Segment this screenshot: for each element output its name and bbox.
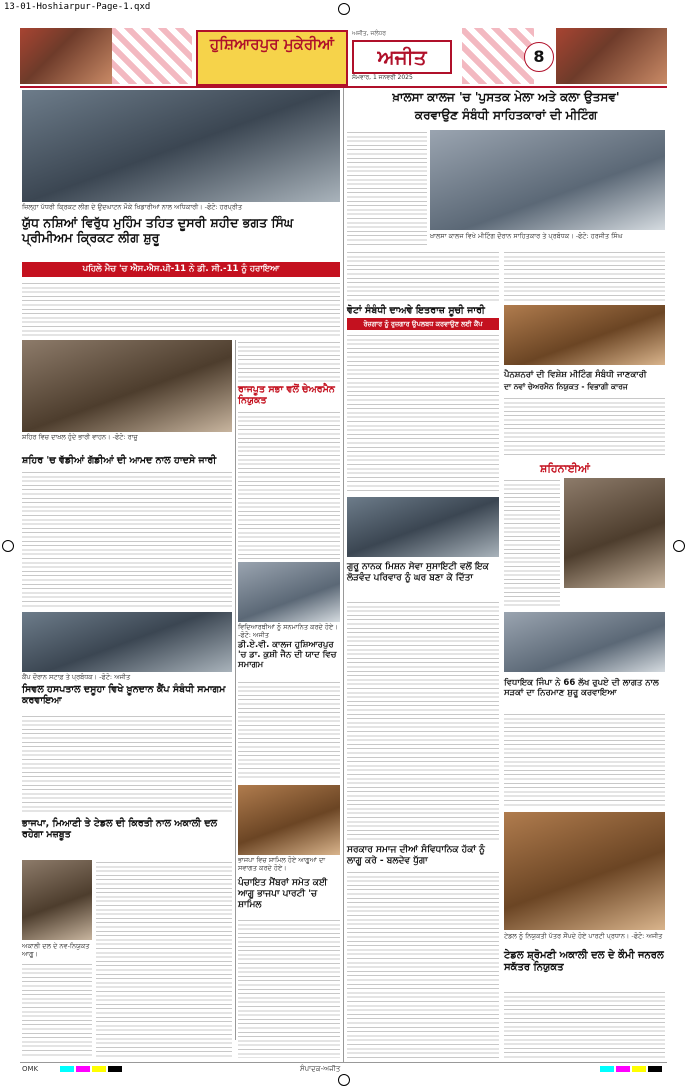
article-body: [22, 962, 92, 1058]
headline: ਸਿਵਲ ਹਸਪਤਾਲ ਦਸੂਹਾ ਵਿਖੇ ਖ਼ੂਨਦਾਨ ਕੈਂਪ ਸੰਬੰਧੀ ਸਮਾਗਮ ਕਰਵਾਇਆ: [22, 684, 226, 707]
footer-rule: [20, 1062, 667, 1063]
masthead-pattern: [112, 28, 192, 84]
headline: ਗੁਰੂ ਨਾਨਕ ਮਿਸ਼ਨ ਸੇਵਾ ਸੁਸਾਇਟੀ ਵਲੋਂ ਇਕ ਲੋੜਵੰਦ ਪਰਿਵਾਰ ਨੂੰ ਘਰ ਬਣਾ ਕੇ ਦਿੱਤਾ: [347, 562, 489, 583]
headline: ਕਰਵਾਉਣ ਸੰਬੰਧੀ ਸਾਹਿਤਕਾਰਾਂ ਦੀ ਮੀਟਿੰਗ: [414, 108, 598, 122]
headline: ਪੈਨਸ਼ਨਰਾਂ ਦੀ ਵਿਸ਼ੇਸ਼ ਮੀਟਿੰਗ ਸੰਬੰਧੀ ਜਾਣਕਾਰੀ: [504, 370, 647, 380]
article-body: [347, 130, 427, 246]
dav-college-photo: [238, 562, 340, 622]
photo-caption: ਟੇਡਲ ਨੂੰ ਨਿਯੁਕਤੀ ਪੱਤਰ ਸੌਂਪਦੇ ਹੋਏ ਪਾਰਟੀ ਪ੍ਰਧਾਨ। -ਫੋਟੋ: ਅਜੀਤ: [504, 932, 663, 940]
article-body: [238, 918, 340, 1058]
bjp-event-photo: [238, 785, 340, 855]
color-swatch: [600, 1066, 614, 1072]
footer-left: OMK: [22, 1065, 39, 1073]
cricket-league-photo: [22, 90, 340, 202]
article-body: [504, 250, 665, 302]
photo-caption: ਕੈਂਪ ਦੌਰਾਨ ਸਟਾਫ਼ ਤੇ ਪ੍ਰਬੰਧਕ। -ਫੋਟੋ: ਅਜੀਤ: [22, 673, 131, 681]
masthead-paper-name: ਅਜੀਤ: [352, 40, 452, 74]
registration-mark-icon: [2, 540, 14, 552]
article-body: [238, 340, 340, 382]
file-slug: 13-01-Hoshiarpur-Page-1.qxd: [4, 2, 151, 12]
kicker-banner: ਰੋਜ਼ਗਾਰ ਨੂੰ ਰੁਜ਼ਗਾਰ ਉਪਲਬਧ ਕਰਵਾਉਣ ਲਈ ਕੈਂਪ: [347, 318, 499, 330]
headline: ਸਰਕਾਰ ਸਮਾਜ ਦੀਆਂ ਸੰਵਿਧਾਨਿਕ ਹੱਕਾਂ ਨੂੰ ਲਾਗੂ ਕਰੇ - ਬਲਦੇਵ ਧੁੱਗਾ: [347, 845, 485, 866]
headline: ਸ਼ਹਿਰ 'ਚ ਵੱਡੀਆਂ ਗੱਡੀਆਂ ਦੀ ਆਮਦ ਨਾਲ ਹਾਦਸੇ ਜਾਰੀ: [22, 455, 217, 466]
footer-center: ਸੰਪਾਦਕ-ਅਜੀਤ: [300, 1065, 341, 1073]
photo-caption: ਖ਼ਾਲਸਾ ਕਾਲਜ ਵਿਖੇ ਮੀਟਿੰਗ ਦੌਰਾਨ ਸਾਹਿਤਕਾਰ ਤੇ ਪ੍ਰਬੰਧਕ। -ਫੋਟੋ: ਹਰਜੀਤ ਸਿੰਘ: [430, 232, 623, 240]
pensioners-photo: [504, 305, 665, 365]
photo-caption: ਸ਼ਹਿਰ ਵਿਚ ਦਾਖ਼ਲ ਹੁੰਦੇ ਭਾਰੀ ਵਾਹਨ। -ਫੋਟੋ: ਰਾਜੂ: [22, 433, 138, 441]
masthead-left-photo: [20, 28, 112, 84]
headline: ਵਿਧਾਇਕ ਜਿੰਪਾ ਨੇ 66 ਲੱਖ ਰੁਪਏ ਦੀ ਲਾਗਤ ਨਾਲ ਸੜਕਾਂ ਦਾ ਨਿਰਮਾਣ ਸ਼ੁਰੂ ਕਰਵਾਇਆ: [504, 678, 659, 699]
leader-portrait: [22, 860, 92, 940]
civil-hospital-photo: [22, 612, 232, 672]
article-body: [96, 860, 232, 1058]
registration-mark-icon: [338, 1074, 350, 1086]
subheadline: ਦਾ ਨਵਾਂ ਚੇਅਰਮੈਨ ਨਿਯੁਕਤ - ਵਿਭਾਗੀ ਕਾਰਜ: [504, 382, 628, 391]
headline: ਯੁੱਧ ਨਸ਼ਿਆਂ ਵਿਰੁੱਧ ਮੁਹਿੰਮ ਤਹਿਤ ਦੂਸਰੀ ਸ਼ਹੀਦ ਭਗਤ ਸਿੰਘ ਪ੍ਰੀਮੀਅਮ ਕ੍ਰਿਕਟ ਲੀਗ ਸ਼ੁਰੂ: [22, 215, 294, 245]
headline: ਰਾਜਪੂਤ ਸਭਾ ਵਲੋਂ ਚੇਅਰਮੈਨ ਨਿਯੁਕਤ: [238, 384, 335, 407]
page-number: 8: [524, 42, 554, 72]
photo-caption: ਭਾਜਪਾ ਵਿਚ ਸ਼ਾਮਿਲ ਹੋਏ ਆਗੂਆਂ ਦਾ ਸਵਾਗਤ ਕਰਦੇ ਹੋਏ।: [238, 856, 326, 873]
article-body: [347, 250, 499, 302]
article-body: [504, 396, 665, 456]
trucks-photo: [22, 340, 232, 432]
article-body: [22, 281, 340, 337]
color-swatch: [632, 1066, 646, 1072]
registration-mark-icon: [673, 540, 685, 552]
guru-nanak-society-photo: [347, 497, 499, 557]
masthead-right-photo: [556, 28, 667, 84]
article-body: [22, 470, 232, 608]
registration-mark-icon: [338, 3, 350, 15]
khalsa-college-photo: [430, 130, 665, 230]
color-swatch: [92, 1066, 106, 1072]
kicker-banner: ਪਹਿਲੇ ਮੈਚ 'ਚ ਐਸ.ਐਸ.ਪੀ-11 ਨੇ ਡੀ. ਸੀ.-11 ਨੂੰ ਹਰਾਇਆ: [22, 262, 340, 277]
headline: ਭਾਜਪਾ, ਮਿਆਣੀ ਤੇ ਟੇਡਲ ਦੀ ਕਿਰਤੀ ਨਾਲ ਅਕਾਲੀ ਦਲ ਰਹੇਗਾ ਮਜ਼ਬੂਤ: [22, 818, 218, 841]
color-swatch: [60, 1066, 74, 1072]
masthead-place-title: ਹੁਸ਼ਿਆਰਪੁਰ ਮੁਕੇਰੀਆਂ: [196, 30, 348, 86]
article-body: [238, 680, 340, 780]
page-center-rule: [343, 88, 344, 1063]
masthead-subtitle: ਅਜੀਤ, ਜਲੰਧਰ: [352, 30, 387, 37]
headline: ਟੇਡਲ ਸ਼੍ਰੋਮਣੀ ਅਕਾਲੀ ਦਲ ਦੇ ਕੌਮੀ ਜਨਰਲ ਸਕੱਤਰ ਨਿਯੁਕਤ: [504, 950, 664, 973]
appointment-photo: [504, 812, 665, 930]
photo-caption: ਅਕਾਲੀ ਦਲ ਦੇ ਨਵ-ਨਿਯੁਕਤ ਆਗੂ।: [22, 942, 90, 959]
column-rule: [235, 340, 236, 1040]
article-body: [22, 714, 232, 814]
article-body: [504, 712, 665, 808]
wedding-photo: [564, 478, 665, 588]
headline: ਡੀ.ਏ.ਵੀ. ਕਾਲਜ ਹੁਸ਼ਿਆਰਪੁਰ 'ਚ ਡਾ. ਕੁਸ਼ੀ ਜੈਨ ਦੀ ਯਾਦ ਵਿਚ ਸਮਾਗਮ: [238, 640, 337, 671]
color-swatch: [648, 1066, 662, 1072]
article-body: [347, 333, 499, 493]
roads-photo: [504, 612, 665, 672]
article-body: [347, 870, 499, 1058]
article-body: [238, 410, 340, 560]
headline: ਵੋਟਾਂ ਸੰਬੰਧੀ ਦਾਅਵੇ ਇਤਰਾਜ਼ ਸੂਚੀ ਜਾਰੀ: [347, 305, 485, 316]
headline: ਪੰਚਾਇਤ ਮੈਂਬਰਾਂ ਸਮੇਤ ਕਈ ਆਗੂ ਭਾਜਪਾ ਪਾਰਟੀ 'ਚ ਸ਼ਾਮਿਲ: [238, 878, 328, 910]
article-body: [504, 478, 560, 606]
article-body: [504, 990, 665, 1058]
article-body: [347, 600, 499, 840]
headline: ਖ਼ਾਲਸਾ ਕਾਲਜ 'ਚ 'ਪੁਸਤਕ ਮੇਲਾ ਅਤੇ ਕਲਾ ਉਤਸਵ': [392, 90, 620, 104]
photo-caption: ਵਿਦਿਆਰਥੀਆਂ ਨੂੰ ਸਨਮਾਨਿਤ ਕਰਦੇ ਹੋਏ। -ਫੋਟੋ: ਅਜੀਤ: [238, 623, 338, 640]
section-heading: ਸ਼ਹਿਨਾਈਆਂ: [540, 462, 590, 475]
color-swatch: [108, 1066, 122, 1072]
photo-caption: ਜ਼ਿਲ੍ਹਾ ਪੱਧਰੀ ਕ੍ਰਿਕਟ ਲੀਗ ਦੇ ਉਦਘਾਟਨ ਮੌਕੇ ਖਿਡਾਰੀਆਂ ਨਾਲ ਅਧਿਕਾਰੀ। -ਫੋਟੋ: ਹਰਪ੍ਰੀਤ: [22, 203, 242, 211]
color-swatch: [616, 1066, 630, 1072]
color-swatch: [76, 1066, 90, 1072]
masthead-date: ਸੋਮਵਾਰ, 1 ਜਨਵਰੀ 2025: [352, 74, 413, 81]
